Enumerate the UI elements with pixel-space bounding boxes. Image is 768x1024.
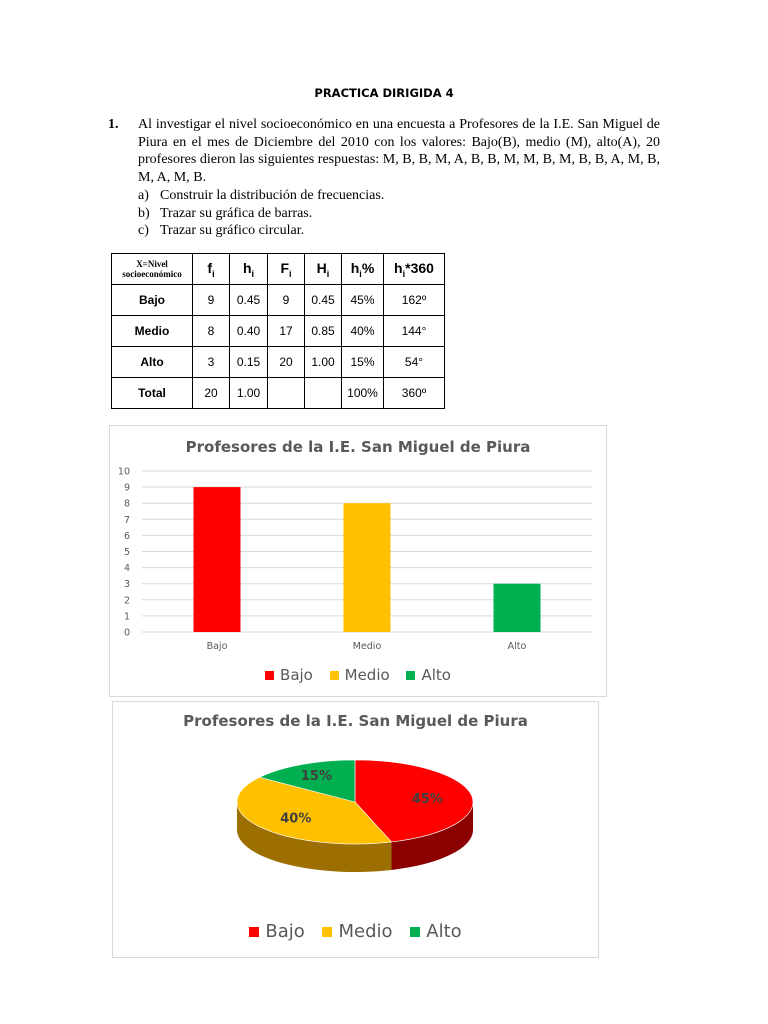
cell-hi: 0.45 (230, 285, 268, 316)
pie-chart-legend (113, 921, 598, 942)
cell-pct: 40% (342, 316, 384, 347)
cell-fi: 3 (193, 347, 230, 378)
cell-pct: 100% (342, 378, 384, 409)
legend-swatch-bajo (265, 671, 274, 680)
cell-pct: 45% (342, 285, 384, 316)
y-tick-label: 7 (123, 514, 130, 526)
cell-Fi: 9 (268, 285, 305, 316)
bar-chart-plot (110, 458, 606, 692)
cell-deg: 360º (384, 378, 445, 409)
legend-item-medio: Medio (330, 666, 390, 684)
y-tick-label: 9 (123, 482, 130, 494)
y-tick-label: 6 (123, 530, 130, 542)
task-item (138, 205, 384, 223)
table-total-row (112, 378, 445, 409)
table-header-row (112, 254, 445, 285)
task-letter: a) (138, 188, 149, 203)
x-tick-label: Alto (507, 641, 527, 652)
header-hi-360: $h_i*360$ (384, 254, 445, 285)
cell-hi: 0.15 (230, 347, 268, 378)
task-text: Trazar su gráfico circular. (160, 223, 305, 238)
y-tick-label: 8 (123, 498, 130, 510)
pie-data-label: 15% (300, 769, 332, 785)
cell-Fi: 17 (268, 316, 305, 347)
pie-chart-title: Profesores de la I.E. San Miguel de Piura (183, 712, 528, 730)
bar-chart-title: Profesores de la I.E. San Miguel de Piura (185, 438, 531, 456)
legend-item-bajo: Bajo (265, 666, 313, 684)
cell-fi: 9 (193, 285, 230, 316)
bar-chart-legend (110, 666, 606, 684)
y-tick-label: 1 (123, 611, 130, 623)
pie-data-label: 40% (280, 811, 312, 827)
legend-item-bajo: Bajo (249, 921, 304, 942)
task-item (138, 187, 384, 205)
pie-chart (112, 701, 599, 958)
task-letter: b) (138, 205, 150, 221)
header-nivel: X=Nivel socioeconómico (112, 254, 193, 285)
table-row (112, 285, 445, 316)
x-tick-label: Bajo (206, 641, 228, 652)
row-label: Alto (112, 347, 193, 378)
task-letter: c) (138, 223, 149, 238)
cell-Hi: 0.85 (305, 316, 342, 347)
table-row (112, 316, 445, 347)
bar-alto (494, 584, 541, 632)
cell-fi: 8 (193, 316, 230, 347)
pie-data-label: 45% (411, 791, 443, 807)
legend-swatch-bajo (249, 927, 259, 937)
header-hi-pct: $h_i\%$ (342, 254, 384, 285)
problem-text: Al investigar el nivel socioeconómico en una encuesta a Profesores de la I.E. San Miguel de Piura en el mes de Diciembre del 2010 con los valores: Bajo(B), medio (M), alto(A), 20 profesores dieron las siguientes respuestas: M, B, B, M, A, B, B, M, M, B, M, B, B, A, M, B, M, A, M, B. (138, 117, 660, 185)
header-Hi: $H_i$ (305, 254, 342, 285)
header-Fi: $F_i$ (268, 254, 305, 285)
document-title: PRACTICA DIRIGIDA 4 (314, 86, 454, 100)
cell-Fi: 20 (268, 347, 305, 378)
legend-item-alto: Alto (406, 666, 451, 684)
cell-fi: 20 (193, 378, 230, 409)
row-label: Total (112, 378, 193, 409)
cell-pct: 15% (342, 347, 384, 378)
frequency-table (111, 253, 445, 409)
task-text: Trazar su gráfica de barras. (160, 205, 313, 221)
y-tick-label: 0 (123, 627, 130, 639)
header-hi: $h_i$ (230, 254, 268, 285)
cell-Fi (268, 378, 305, 409)
legend-swatch-alto (406, 671, 415, 680)
cell-Hi: 1.00 (305, 347, 342, 378)
cell-Hi: 0.45 (305, 285, 342, 316)
legend-swatch-medio (322, 927, 332, 937)
legend-item-medio: Medio (322, 921, 392, 942)
x-tick-label: Medio (352, 641, 382, 652)
y-tick-label: 4 (123, 563, 130, 575)
cell-hi: 1.00 (230, 378, 268, 409)
bar-bajo (194, 487, 241, 632)
cell-hi: 0.40 (230, 316, 268, 347)
problem-statement (138, 116, 660, 186)
bar-medio (344, 503, 391, 632)
row-label: Bajo (112, 285, 193, 316)
task-text: Construir la distribución de frecuencias. (160, 188, 385, 203)
question-number: 1. (108, 117, 119, 132)
row-label: Medio (112, 316, 193, 347)
task-list (138, 187, 384, 240)
header-fi: $f_i$ (193, 254, 230, 285)
y-tick-label: 10 (117, 466, 130, 478)
table-row (112, 347, 445, 378)
cell-deg: 54° (384, 347, 445, 378)
y-tick-label: 5 (123, 547, 130, 558)
legend-swatch-medio (330, 671, 339, 680)
task-item (138, 222, 384, 240)
y-tick-label: 3 (123, 579, 130, 591)
y-tick-label: 2 (123, 595, 130, 607)
cell-deg: 162º (384, 285, 445, 316)
bar-chart (109, 425, 607, 697)
cell-Hi (305, 378, 342, 409)
cell-deg: 144° (384, 316, 445, 347)
legend-item-alto: Alto (410, 921, 461, 942)
legend-swatch-alto (410, 927, 420, 937)
pie-chart-plot (113, 742, 598, 912)
